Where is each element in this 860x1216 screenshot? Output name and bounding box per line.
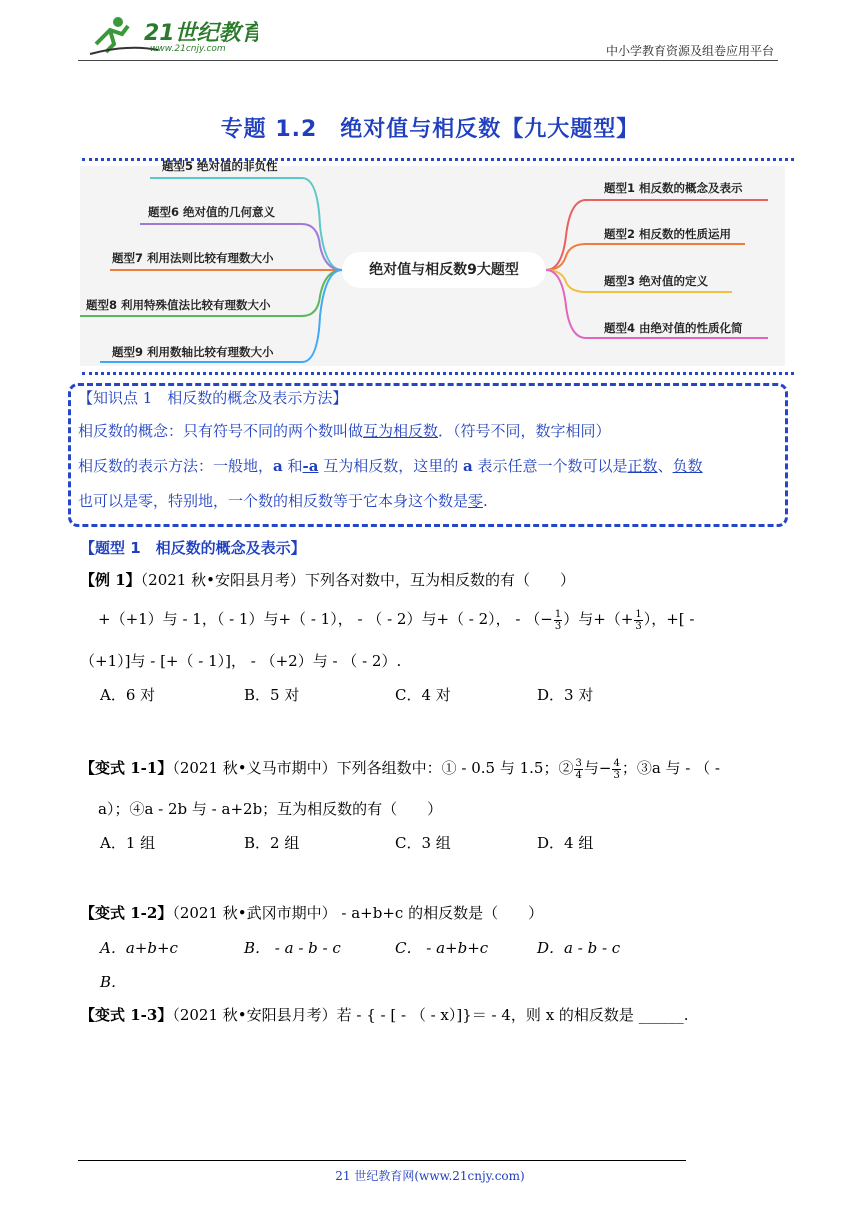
svg-text:21世纪教育: 21世纪教育	[144, 21, 258, 46]
variant12-stem: 【变式 1-2】（2021 秋•武冈市期中） - a+b+c 的相反数是（ ）	[80, 904, 544, 922]
example1-stem: 【例 1】（2021 秋•安阳县月考）下列各对数中，互为相反数的有（ ）	[80, 571, 575, 589]
variant11-option-c: C．3 组	[395, 834, 451, 852]
mindmap-node-type6: 题型6 绝对值的几何意义	[148, 205, 276, 219]
knowledge-line-1: 相反数的概念：只有符号不同的两个数叫做互为相反数．（符号不同，数字相同）	[78, 422, 611, 440]
variant12-option-d: D．a - b - c	[537, 939, 621, 957]
mindmap-divider	[82, 372, 794, 375]
mindmap-figure	[80, 159, 785, 366]
variant12-option-b: B． - a - b - c	[244, 939, 341, 957]
mindmap-node-type1: 题型1 相反数的概念及表示	[604, 181, 743, 195]
example1-option-d: D．3 对	[537, 686, 594, 704]
mindmap-center-node: 绝对值与相反数9大题型	[342, 252, 546, 288]
variant11-line-2: a）；④a - 2b 与 - a+2b；互为相反数的有（ ）	[98, 800, 443, 818]
variant12-extra-option: B．	[100, 973, 127, 991]
type1-heading: 【题型 1 相反数的概念及表示】	[80, 539, 306, 557]
example1-option-a: A．6 对	[100, 686, 156, 704]
variant11-option-d: D．4 组	[537, 834, 594, 852]
variant11-option-b: B．2 组	[244, 834, 300, 852]
example1-option-b: B．5 对	[244, 686, 300, 704]
example1-option-c: C．4 对	[395, 686, 451, 704]
page-title: 专题 1.2 绝对值与相反数【九大题型】	[220, 117, 640, 142]
mindmap-node-type9: 题型9 利用数轴比较有理数大小	[112, 345, 274, 359]
example1-line-2: （+1）]与 - [+（ - 1）]， - （+2）与 - （ - 2）.	[80, 652, 402, 670]
mindmap-node-type7: 题型7 利用法则比较有理数大小	[112, 251, 274, 265]
variant13-stem: 【变式 1-3】（2021 秋•安阳县月考）若 - { - [ - （ - x）]}＝ - 4，则 x 的相反数是 ______.	[80, 1006, 689, 1024]
mindmap-node-type8: 题型8 利用特殊值法比较有理数大小	[86, 298, 271, 312]
mindmap-node-type3: 题型3 绝对值的定义	[604, 274, 709, 288]
header-platform-text: 中小学教育资源及组卷应用平台	[605, 44, 774, 58]
variant11-line-1: 【变式 1-1】（2021 秋•义马市期中）下列各组数中：① - 0.5 与 1.5；② $\frac{3}{4}$ 与− $\frac{4}{3}$ ；③a 与 - （ -	[80, 757, 720, 781]
header-divider	[78, 60, 778, 61]
logo-url: www.21cnjy.com	[150, 44, 226, 54]
footer-text: 21 世纪教育网(www.21cnjy.com)	[335, 1169, 525, 1183]
footer-divider	[78, 1160, 686, 1161]
variant12-option-c: C． - a+b+c	[395, 939, 489, 957]
knowledge-line-2: 相反数的表示方法：一般地，a 和-a 互为相反数，这里的 a 表示任意一个数可以是正数、负数	[78, 457, 703, 475]
mindmap-node-type5: 题型5 绝对值的非负性	[162, 159, 278, 173]
variant11-option-a: A．1 组	[100, 834, 156, 852]
example1-line-1: +（+1）与 - 1，（ - 1）与+（ - 1）， - （ - 2）与+（ - 2）， - （− $\frac{1}{3}$ ）与+（+ $\frac{1}{3}$ ），+[ -	[98, 608, 695, 632]
mindmap-node-type4: 题型4 由绝对值的性质化简	[604, 321, 743, 335]
variant12-option-a: A．a+b+c	[100, 939, 178, 957]
knowledge-heading: 【知识点 1 相反数的概念及表示方法】	[78, 389, 348, 407]
mindmap-node-type2: 题型2 相反数的性质运用	[604, 227, 732, 241]
knowledge-line-3: 也可以是零，特别地，一个数的相反数等于它本身这个数是零.	[78, 492, 488, 510]
site-logo	[88, 14, 258, 56]
